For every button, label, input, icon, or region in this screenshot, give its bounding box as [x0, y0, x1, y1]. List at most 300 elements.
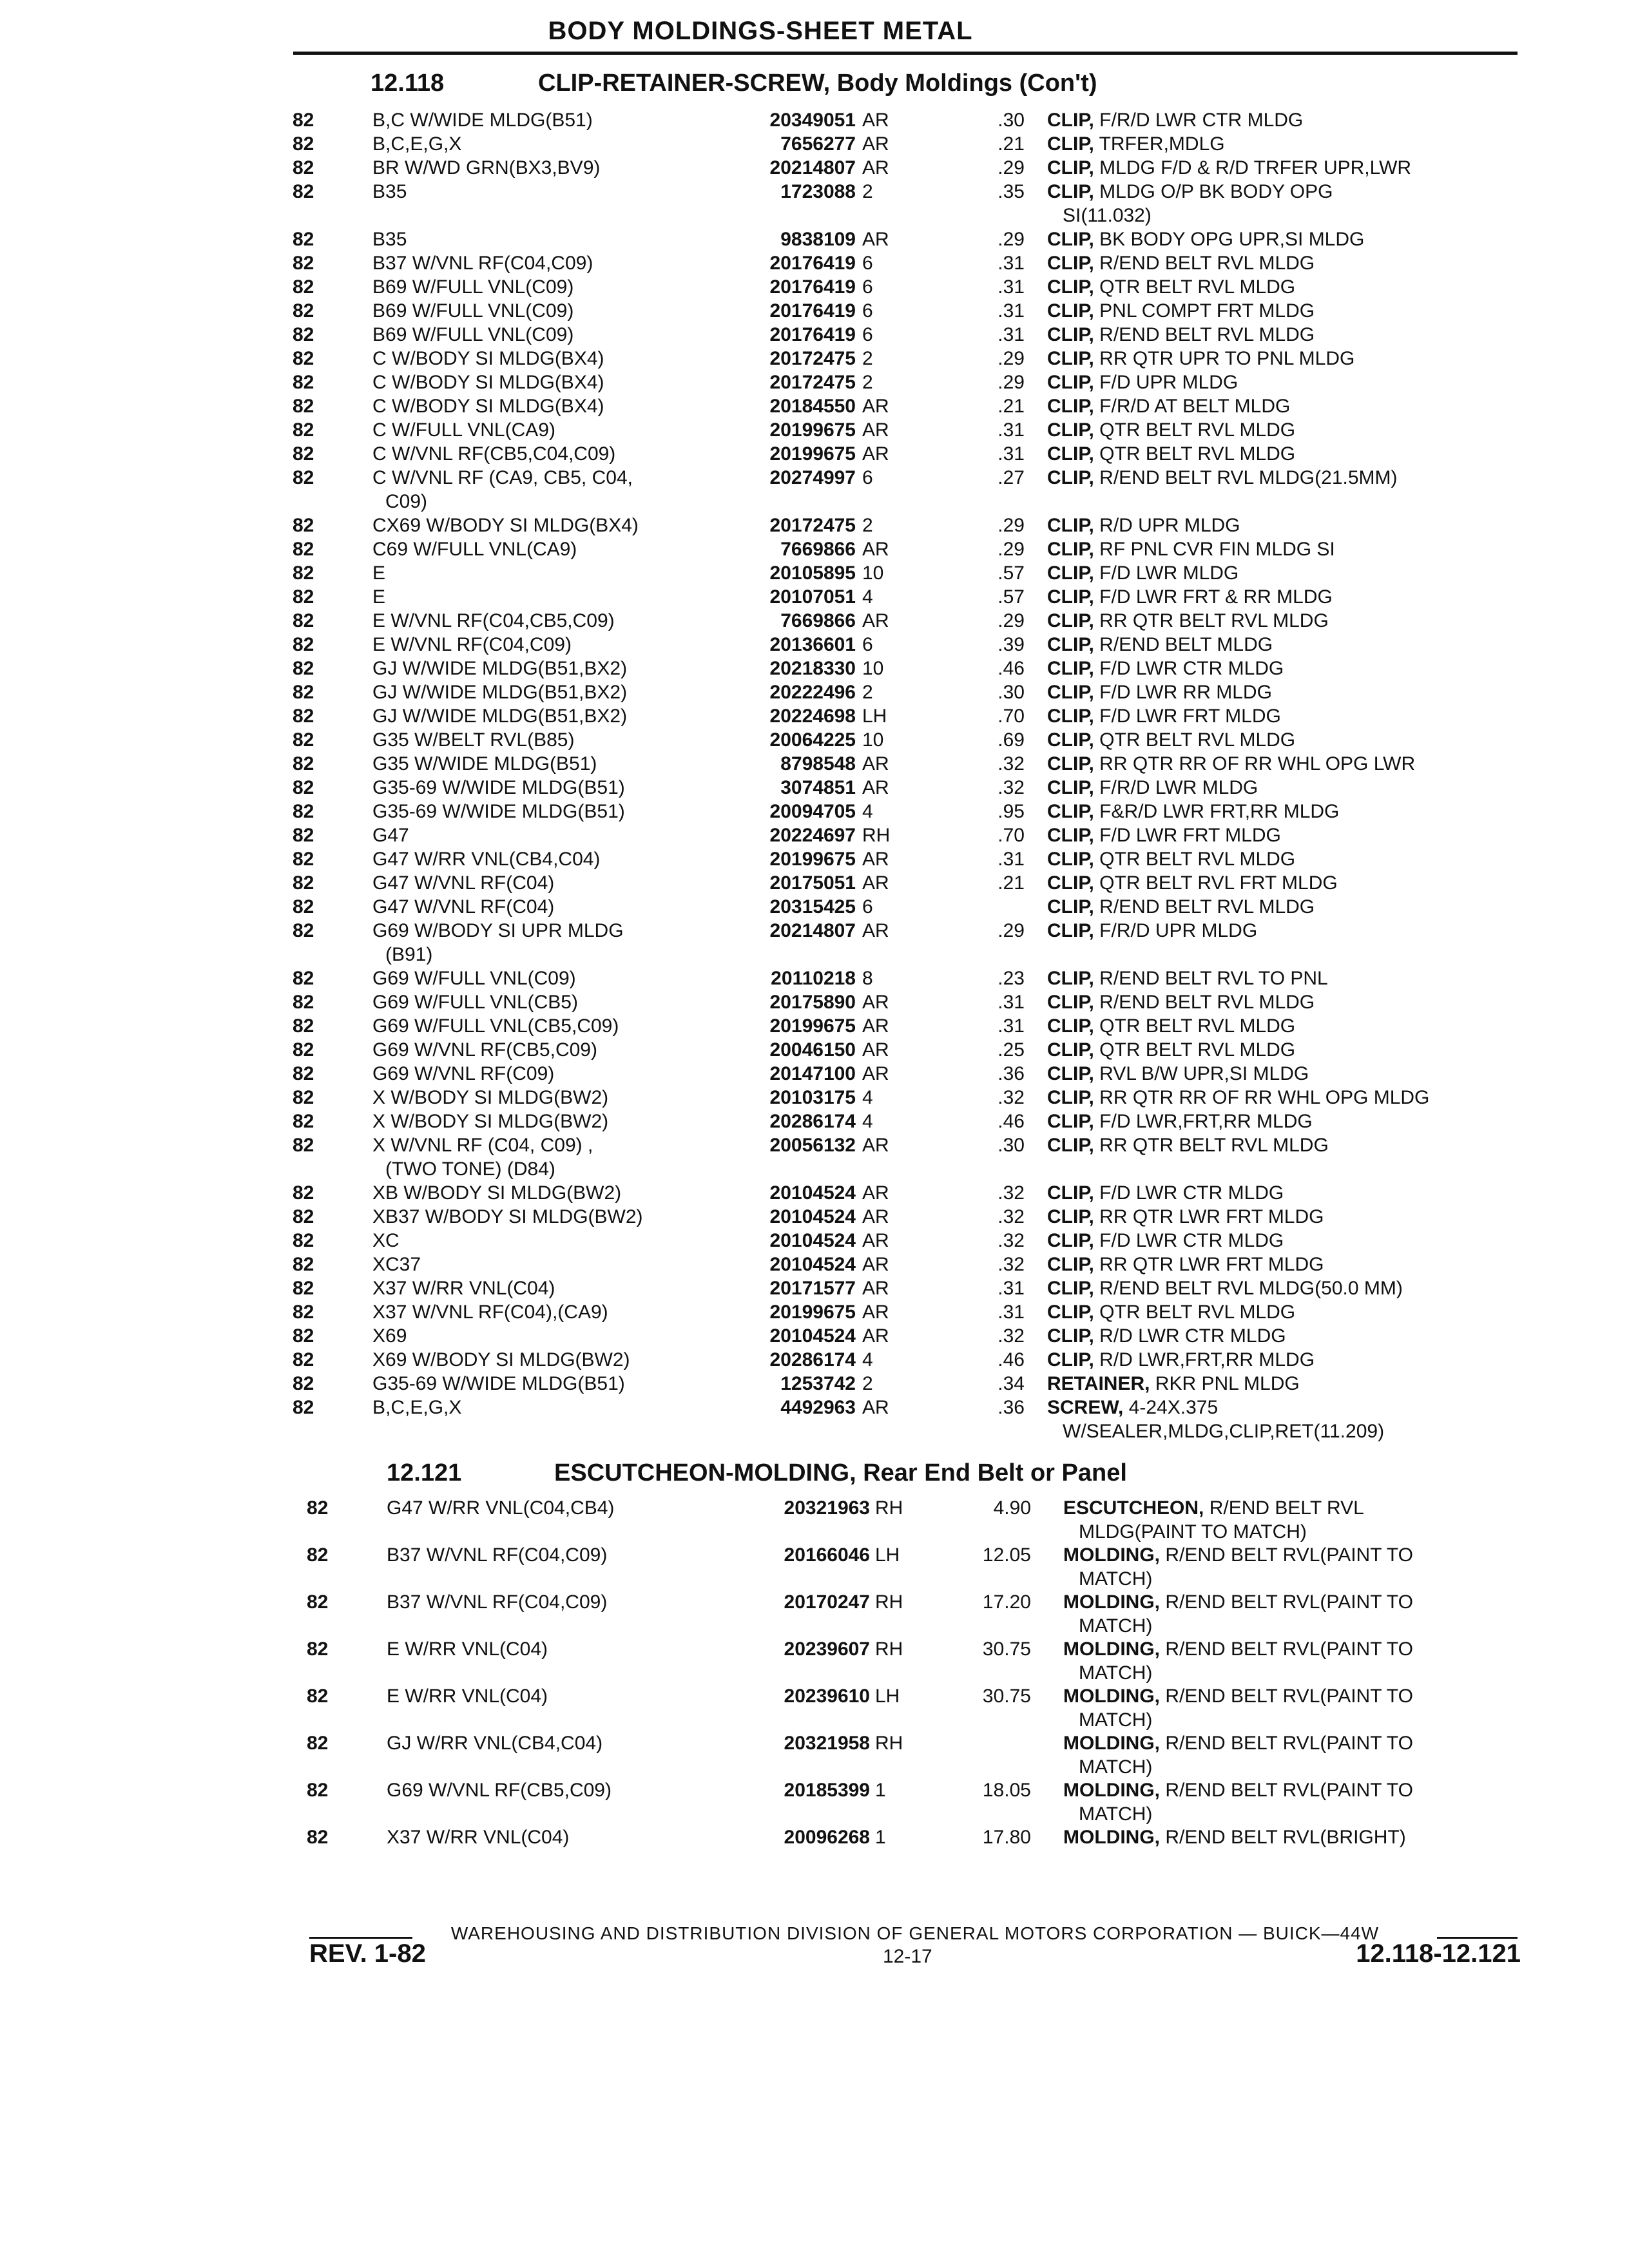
part-name: MOLDING, [1063, 1827, 1160, 1848]
part-number: 20104524 [769, 1206, 856, 1227]
price: .29 [998, 515, 1025, 536]
part-name: SCREW, [1047, 1397, 1124, 1418]
model-text: X37 W/RR VNL(C04) [387, 1827, 570, 1848]
model-description [372, 418, 720, 442]
quantity: AR [862, 1302, 889, 1323]
table-row [0, 1253, 1629, 1276]
part-description [1047, 537, 1518, 561]
section-title: ESCUTCHEON-MOLDING, Rear End Belt or Panel [554, 1459, 1127, 1486]
model-description [372, 1396, 720, 1419]
model-text: X69 [372, 1325, 407, 1347]
part-number: 20222496 [769, 682, 856, 703]
quantity: AR [862, 992, 889, 1013]
part-name: CLIP, [1047, 419, 1094, 441]
part-description [1047, 990, 1518, 1014]
quantity: 4 [862, 1111, 873, 1132]
quantity: AR [862, 1063, 889, 1084]
price: .29 [998, 539, 1025, 560]
part-name: CLIP, [1047, 253, 1094, 274]
quantity: 2 [862, 348, 873, 369]
part-detail: F/D LWR MLDG [1099, 562, 1239, 584]
part-description [1047, 180, 1518, 226]
model-year: 82 [293, 1278, 314, 1299]
quantity: 2 [862, 515, 873, 536]
table-row [0, 776, 1629, 800]
quantity: AR [862, 396, 889, 417]
price: 30.75 [982, 1639, 1031, 1660]
model-year: 82 [293, 1111, 314, 1132]
part-description [1047, 1014, 1518, 1038]
model-text-continued: C09) [385, 491, 428, 512]
part-detail: QTR BELT RVL MLDG [1099, 849, 1296, 870]
price: .31 [998, 1015, 1025, 1037]
part-description [1047, 299, 1518, 323]
part-name: CLIP, [1047, 1135, 1094, 1156]
part-description [1063, 1496, 1534, 1542]
table-row [0, 347, 1629, 370]
model-description [372, 633, 720, 657]
model-text: XB W/BODY SI MLDG(BW2) [372, 1182, 622, 1204]
part-detail: F/D UPR MLDG [1099, 372, 1239, 393]
part-detail: F/R/D UPR MLDG [1099, 920, 1258, 941]
model-description [372, 609, 720, 633]
part-number: 9838109 [780, 229, 856, 250]
quantity: AR [862, 777, 889, 798]
part-name: CLIP, [1047, 706, 1094, 727]
model-text: B69 W/FULL VNL(C09) [372, 276, 574, 298]
part-number: 20176419 [769, 276, 856, 298]
part-description [1047, 1205, 1518, 1229]
part-detail: RR QTR RR OF RR WHL OPG LWR [1099, 753, 1416, 774]
price: .32 [998, 1087, 1025, 1108]
table-row [0, 156, 1629, 180]
quantity: 1 [875, 1827, 886, 1848]
model-text: GJ W/RR VNL(CB4,C04) [387, 1733, 603, 1754]
price: .69 [998, 729, 1025, 751]
footer-revision: REV. 1-82 [309, 1939, 426, 1968]
part-name: CLIP, [1047, 324, 1094, 345]
part-detail: BK BODY OPG UPR,SI MLDG [1099, 229, 1365, 250]
table-row [0, 585, 1629, 609]
part-name: CLIP, [1047, 133, 1094, 155]
model-year: 82 [293, 610, 314, 631]
table-row [0, 919, 1629, 966]
model-year: 82 [293, 396, 314, 417]
model-year: 82 [293, 658, 314, 679]
model-year: 82 [293, 1302, 314, 1323]
part-description [1047, 776, 1518, 800]
part-name: RETAINER, [1047, 1373, 1150, 1394]
table-row [0, 657, 1629, 680]
part-number: 20107051 [769, 586, 856, 608]
part-detail: QTR BELT RVL MLDG [1099, 1015, 1296, 1037]
part-detail: R/END BELT RVL MLDG(50.0 MM) [1099, 1278, 1403, 1299]
model-year: 82 [293, 348, 314, 369]
part-name: CLIP, [1047, 610, 1094, 631]
model-year: 82 [307, 1544, 329, 1566]
part-name: CLIP, [1047, 801, 1094, 822]
model-year: 82 [307, 1827, 329, 1848]
model-description [372, 537, 720, 561]
quantity: 4 [862, 801, 873, 822]
part-detail: R/D LWR CTR MLDG [1099, 1325, 1286, 1347]
part-number: 20185399 [784, 1780, 870, 1801]
part-description [1047, 1324, 1518, 1348]
model-description [372, 800, 720, 823]
part-description [1047, 871, 1518, 895]
model-description [372, 347, 720, 370]
model-year: 82 [293, 1182, 314, 1204]
model-text: G47 [372, 825, 409, 846]
model-description [387, 1543, 735, 1567]
table-row [0, 251, 1629, 275]
part-name: CLIP, [1047, 1015, 1094, 1037]
model-description [372, 227, 720, 251]
part-number: 20239607 [784, 1639, 870, 1660]
model-year: 82 [293, 682, 314, 703]
part-number: 20199675 [769, 1302, 856, 1323]
part-detail: MLDG O/P BK BODY OPG [1099, 181, 1333, 202]
table-row [0, 1778, 1629, 1825]
quantity: 4 [862, 586, 873, 608]
quantity: 6 [862, 467, 873, 488]
price: .32 [998, 1325, 1025, 1347]
model-description [387, 1496, 735, 1520]
table-row [0, 1324, 1629, 1348]
model-year: 82 [293, 634, 314, 655]
model-text: E W/RR VNL(C04) [387, 1639, 548, 1660]
part-description [1063, 1731, 1534, 1778]
part-detail: R/END BELT RVL(PAINT TO [1165, 1544, 1413, 1566]
model-year: 82 [293, 706, 314, 727]
part-detail: QTR BELT RVL MLDG [1099, 419, 1296, 441]
part-number: 7656277 [780, 133, 856, 155]
table-row [0, 1684, 1629, 1731]
model-text: BR W/WD GRN(BX3,BV9) [372, 157, 601, 178]
part-number: 20184550 [769, 396, 856, 417]
model-year: 82 [307, 1686, 329, 1707]
model-year: 82 [293, 467, 314, 488]
part-detail: QTR BELT RVL MLDG [1099, 1039, 1296, 1061]
model-description [372, 680, 720, 704]
table-row [0, 299, 1629, 323]
section-heading-12-121 [387, 1459, 1127, 1487]
quantity: 2 [862, 372, 873, 393]
model-description [372, 323, 720, 347]
price: .70 [998, 825, 1025, 846]
model-description [372, 752, 720, 776]
part-name: CLIP, [1047, 896, 1094, 918]
part-description [1047, 1253, 1518, 1276]
part-number: 20321963 [784, 1497, 870, 1519]
quantity: RH [862, 825, 891, 846]
quantity: RH [875, 1733, 903, 1754]
model-year: 82 [293, 1063, 314, 1084]
table-row [0, 466, 1629, 514]
part-description [1063, 1590, 1534, 1637]
part-number: 20046150 [769, 1039, 856, 1061]
model-text: B37 W/VNL RF(C04,C09) [387, 1544, 608, 1566]
table-row [0, 370, 1629, 394]
part-name: CLIP, [1047, 1230, 1094, 1251]
part-number: 7669866 [780, 539, 856, 560]
model-description [387, 1590, 735, 1614]
part-description [1047, 585, 1518, 609]
part-detail-continued: SI(11.032) [1063, 205, 1152, 226]
table-row [0, 895, 1629, 919]
table-row [0, 394, 1629, 418]
price: .32 [998, 777, 1025, 798]
quantity: LH [875, 1544, 900, 1566]
part-name: CLIP, [1047, 1087, 1094, 1108]
model-text: G69 W/FULL VNL(CB5) [372, 992, 578, 1013]
model-text: G47 W/RR VNL(C04,CB4) [387, 1497, 615, 1519]
model-year: 82 [293, 753, 314, 774]
part-description [1047, 108, 1518, 132]
model-year: 82 [293, 1254, 314, 1275]
part-name: CLIP, [1047, 968, 1094, 989]
quantity: 6 [862, 896, 873, 918]
model-year: 82 [293, 729, 314, 751]
quantity: AR [862, 133, 889, 155]
table-row [0, 108, 1629, 132]
price: .46 [998, 658, 1025, 679]
section-number: 12.121 [387, 1459, 462, 1486]
price: 17.80 [982, 1827, 1031, 1848]
price: .23 [998, 968, 1025, 989]
model-description [372, 514, 720, 537]
table-row [0, 1110, 1629, 1133]
model-description [387, 1637, 735, 1661]
model-year: 82 [293, 825, 314, 846]
part-name: CLIP, [1047, 872, 1094, 894]
part-description [1063, 1825, 1534, 1849]
table-row [0, 871, 1629, 895]
model-text: B37 W/VNL RF(C04,C09) [372, 253, 593, 274]
model-description [372, 1086, 720, 1110]
price: .29 [998, 348, 1025, 369]
part-number: 20315425 [769, 896, 856, 918]
part-description [1047, 347, 1518, 370]
part-number: 7669866 [780, 610, 856, 631]
price: .36 [998, 1397, 1025, 1418]
part-detail: R/END BELT RVL MLDG [1099, 896, 1315, 918]
model-text: G69 W/VNL RF(CB5,C09) [387, 1780, 612, 1801]
header-rule [293, 52, 1518, 55]
model-text: G35-69 W/WIDE MLDG(B51) [372, 1373, 625, 1394]
price: .70 [998, 706, 1025, 727]
part-number: 20175051 [769, 872, 856, 894]
price: .25 [998, 1039, 1025, 1061]
model-text: G35 W/BELT RVL(B85) [372, 729, 575, 751]
table-row [0, 442, 1629, 466]
model-text: E [372, 586, 386, 608]
model-description [387, 1684, 735, 1708]
part-detail: F/D LWR FRT MLDG [1099, 825, 1281, 846]
part-description [1047, 1300, 1518, 1324]
model-year: 82 [293, 181, 314, 202]
table-row [0, 728, 1629, 752]
model-year: 82 [293, 586, 314, 608]
model-description [387, 1778, 735, 1802]
part-detail: RKR PNL MLDG [1155, 1373, 1300, 1394]
part-description [1047, 847, 1518, 871]
table-row [0, 275, 1629, 299]
part-name: CLIP, [1047, 396, 1094, 417]
part-description [1047, 1086, 1518, 1110]
model-text: G35-69 W/WIDE MLDG(B51) [372, 777, 625, 798]
part-description [1047, 275, 1518, 299]
quantity: RH [875, 1591, 903, 1613]
part-name: CLIP, [1047, 1254, 1094, 1275]
part-description [1047, 561, 1518, 585]
part-description [1063, 1684, 1534, 1731]
model-text: C W/BODY SI MLDG(BX4) [372, 372, 604, 393]
model-description [372, 1276, 720, 1300]
part-detail: F/D LWR CTR MLDG [1099, 658, 1284, 679]
part-name: CLIP, [1047, 1278, 1094, 1299]
footer-rule-right [1437, 1937, 1518, 1939]
model-description [372, 1372, 720, 1396]
part-name: CLIP, [1047, 229, 1094, 250]
quantity: 2 [862, 181, 873, 202]
part-number: 20170247 [784, 1591, 870, 1613]
model-year: 82 [293, 920, 314, 941]
quantity: AR [862, 1230, 889, 1251]
part-description [1063, 1778, 1534, 1825]
part-detail: R/END BELT RVL(PAINT TO [1165, 1733, 1413, 1754]
model-text: CX69 W/BODY SI MLDG(BX4) [372, 515, 639, 536]
part-number: 20224697 [769, 825, 856, 846]
model-text: B35 [372, 181, 407, 202]
part-detail: MLDG F/D & R/D TRFER UPR,LWR [1099, 157, 1412, 178]
model-year: 82 [307, 1591, 329, 1613]
part-description [1047, 394, 1518, 418]
table-row [0, 1014, 1629, 1038]
part-name: CLIP, [1047, 1039, 1094, 1061]
model-description [372, 776, 720, 800]
model-text: B,C,E,G,X [372, 1397, 462, 1418]
part-number: 20176419 [769, 324, 856, 345]
table-row [0, 1133, 1629, 1181]
table-row [0, 633, 1629, 657]
part-number: 20214807 [769, 157, 856, 178]
part-description [1047, 823, 1518, 847]
model-text: X37 W/VNL RF(C04),(CA9) [372, 1302, 608, 1323]
quantity: AR [862, 1015, 889, 1037]
model-description [372, 657, 720, 680]
part-detail-continued: MATCH) [1079, 1662, 1153, 1684]
model-year: 82 [293, 1230, 314, 1251]
quantity: AR [862, 1254, 889, 1275]
model-year: 82 [293, 1349, 314, 1370]
part-number: 20274997 [769, 467, 856, 488]
part-number: 8798548 [780, 753, 856, 774]
table-row [0, 132, 1629, 156]
part-number: 20199675 [769, 419, 856, 441]
part-detail: RR QTR BELT RVL MLDG [1099, 610, 1329, 631]
part-name: CLIP, [1047, 992, 1094, 1013]
model-description [372, 561, 720, 585]
part-name: CLIP, [1047, 777, 1094, 798]
price: .30 [998, 682, 1025, 703]
model-text: X W/BODY SI MLDG(BW2) [372, 1087, 609, 1108]
part-name: CLIP, [1047, 372, 1094, 393]
part-detail: TRFER,MDLG [1099, 133, 1225, 155]
part-name: CLIP, [1047, 586, 1094, 608]
price: .32 [998, 1182, 1025, 1204]
part-description [1047, 1038, 1518, 1062]
part-name: CLIP, [1047, 1206, 1094, 1227]
model-year: 82 [293, 110, 314, 131]
table-row [0, 1062, 1629, 1086]
model-description [372, 1181, 720, 1205]
model-text: E W/RR VNL(C04) [387, 1686, 548, 1707]
table-row [0, 1181, 1629, 1205]
part-number: 20214807 [769, 920, 856, 941]
price: .39 [998, 634, 1025, 655]
model-year: 82 [293, 1039, 314, 1061]
part-number: 20176419 [769, 253, 856, 274]
price: .31 [998, 443, 1025, 465]
model-description [372, 585, 720, 609]
part-description [1047, 251, 1518, 275]
part-name: CLIP, [1047, 539, 1094, 560]
model-year: 82 [293, 324, 314, 345]
part-description [1047, 966, 1518, 990]
model-description [372, 704, 720, 728]
model-year: 82 [293, 968, 314, 989]
part-description [1047, 1181, 1518, 1205]
price: 12.05 [982, 1544, 1031, 1566]
model-year: 82 [293, 1135, 314, 1156]
part-name: CLIP, [1047, 562, 1094, 584]
quantity: 4 [862, 1349, 873, 1370]
part-description [1047, 323, 1518, 347]
quantity: AR [862, 920, 889, 941]
model-text: E W/VNL RF(C04,CB5,C09) [372, 610, 615, 631]
part-name: MOLDING, [1063, 1733, 1160, 1754]
model-text: B,C,E,G,X [372, 133, 462, 155]
part-number: 20172475 [769, 515, 856, 536]
table-row [0, 1276, 1629, 1300]
model-year: 82 [293, 300, 314, 322]
quantity: AR [862, 1278, 889, 1299]
model-description [372, 966, 720, 990]
price: .31 [998, 1302, 1025, 1323]
model-year: 82 [307, 1639, 329, 1660]
part-number: 20104524 [769, 1254, 856, 1275]
table-row [0, 823, 1629, 847]
price: .31 [998, 300, 1025, 322]
part-detail: QTR BELT RVL MLDG [1099, 1302, 1296, 1323]
model-text: C W/VNL RF(CB5,C04,C09) [372, 443, 616, 465]
part-name: CLIP, [1047, 658, 1094, 679]
part-number: 20172475 [769, 372, 856, 393]
quantity: AR [862, 157, 889, 178]
quantity: AR [862, 110, 889, 131]
model-text: X69 W/BODY SI MLDG(BW2) [372, 1349, 630, 1370]
part-name: CLIP, [1047, 753, 1094, 774]
table-row [0, 1396, 1629, 1443]
quantity: AR [862, 419, 889, 441]
model-text: E [372, 562, 386, 584]
part-description [1047, 1372, 1518, 1396]
part-name: CLIP, [1047, 1325, 1094, 1347]
part-detail: RR QTR LWR FRT MLDG [1099, 1206, 1324, 1227]
table-row [0, 680, 1629, 704]
model-year: 82 [293, 1325, 314, 1347]
